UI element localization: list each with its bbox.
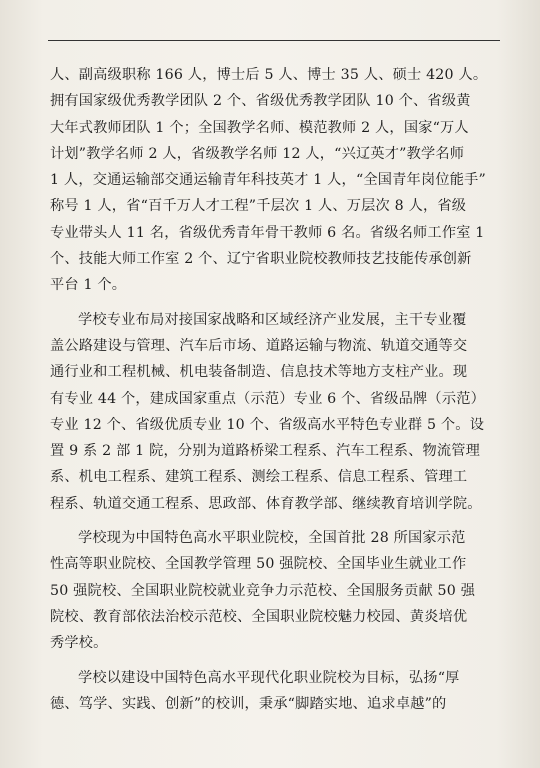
- paragraph-honors: [50, 525, 500, 656]
- text-line: 通行业和工程机械、机电装备制造、信息技术等地方支柱产业。现: [50, 364, 468, 381]
- text-line: 拥有国家级优秀教学团队 2 个、省级优秀教学团队 10 个、省级黄: [50, 93, 471, 110]
- paragraph-majors: [50, 307, 500, 517]
- document-body: [50, 62, 500, 717]
- text-line: 平台 1 个。: [50, 277, 127, 294]
- text-line: 秀学校。: [50, 635, 108, 652]
- text-line: 系、机电工程系、建筑工程系、测绘工程系、信息工程系、管理工: [50, 469, 468, 486]
- text-line: 1 人，交通运输部交通运输青年科技英才 1 人，“全国青年岗位能手”: [50, 172, 486, 189]
- paragraph-motto: [50, 665, 500, 718]
- text-line: 专业带头人 11 名，省级优秀青年骨干教师 6 名。省级名师工作室 1: [50, 224, 485, 241]
- text-line: 盖公路建设与管理、汽车后市场、道路运输与物流、轨道交通等交: [50, 337, 468, 354]
- paragraph-gap: [50, 299, 500, 307]
- text-line: 置 9 系 2 部 1 院，分别为道路桥梁工程系、汽车工程系、物流管理: [50, 443, 481, 460]
- text-line: 大年式教师团队 1 个；全国教学名师、模范教师 2 人，国家“万人: [50, 119, 469, 136]
- text-line: 人、副高级职称 166 人，博士后 5 人、博士 35 人、硕士 420 人。: [50, 67, 488, 83]
- text-line: 有专业 44 个，建成国家重点（示范）专业 6 个、省级品牌（示范）: [50, 390, 485, 407]
- text-line: 学校专业布局对接国家战略和区域经济产业发展，主干专业覆: [78, 311, 467, 328]
- text-line: 50 强院校、全国职业院校就业竞争力示范校、全国服务贡献 50 强: [50, 582, 476, 599]
- text-line: 个、技能大师工作室 2 个、辽宁省职业院校教师技艺技能传承创新: [50, 251, 472, 268]
- text-line: 院校、教育部依法治校示范校、全国职业院校魅力校园、黄炎培优: [50, 608, 468, 625]
- text-line: 称号 1 人，省“百千万人才工程”千层次 1 人、万层次 8 人，省级: [50, 198, 467, 215]
- text-line: 程系、轨道交通工程系、思政部、体育教学部、继续教育培训学院。: [50, 495, 482, 512]
- text-line: 学校现为中国特色高水平职业院校，全国首批 28 所国家示范: [78, 530, 466, 547]
- paragraph-faculty: [50, 62, 500, 299]
- header-rule: [48, 40, 500, 41]
- paragraph-gap: [50, 517, 500, 525]
- text-line: 计划”教学名师 2 人，省级教学名师 12 人，“兴辽英才”教学名师: [50, 145, 465, 162]
- text-line: 德、笃学、实践、创新”的校训，秉承“脚踏实地、追求卓越”的: [50, 695, 447, 712]
- text-line: 学校以建设中国特色高水平现代化职业院校为目标，弘扬“厚: [78, 669, 460, 686]
- text-line: 性高等职业院校、全国教学管理 50 强院校、全国毕业生就业工作: [50, 556, 467, 573]
- text-line: 专业 12 个、省级优质专业 10 个、省级高水平特色专业群 5 个。设: [50, 416, 485, 433]
- paragraph-gap: [50, 657, 500, 665]
